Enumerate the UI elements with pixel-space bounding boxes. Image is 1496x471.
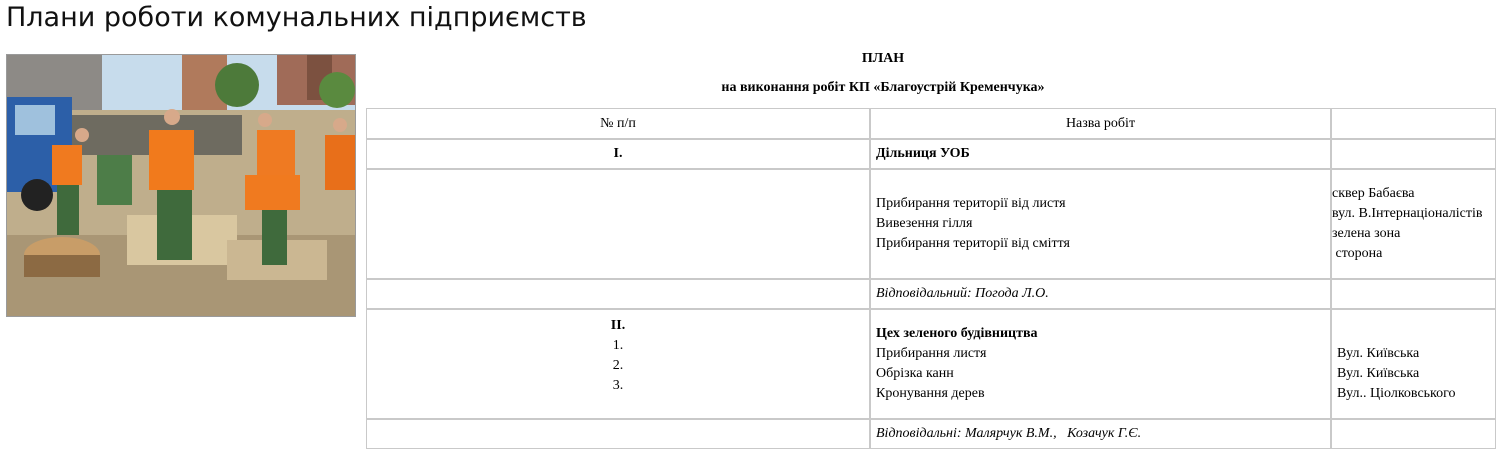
section1-place-1: сквер Бабаєва: [1332, 186, 1415, 201]
section2-nums: [366, 309, 870, 419]
section2-work-2: Обрізка канн: [876, 366, 954, 381]
section2-place-1: Вул. Київська: [1337, 346, 1420, 361]
section2-work-1: Прибирання листя: [876, 346, 987, 361]
section1-resp-num-empty: [366, 279, 870, 309]
section2-work-3: Кронування дерев: [876, 386, 985, 401]
section1-place-3: зелена зона: [1332, 226, 1401, 241]
article-photo[interactable]: [6, 54, 356, 317]
section2-resp-place-empty: [1331, 419, 1496, 449]
section2-responsible-row: [366, 419, 1496, 449]
work-plan-table: [366, 108, 1496, 449]
section1-work-3: Прибирання території від сміття: [876, 236, 1070, 251]
section2-resp-num-empty: [366, 419, 870, 449]
plan-subheading: на виконання робіт КП «Благоустрій Кременчука»: [721, 80, 1045, 95]
section1-place-4: сторона: [1332, 246, 1383, 261]
section2-places: [1331, 309, 1496, 419]
plan-heading: ПЛАН: [861, 51, 905, 66]
section1-place-2: вул. В.Інтернаціоналістів: [1332, 206, 1483, 221]
section1-places: [1331, 169, 1496, 279]
section1-work-1: Прибирання території від листя: [876, 196, 1066, 211]
section2-num: ІІ.: [610, 318, 626, 333]
header-name: Назва робіт: [870, 108, 1331, 139]
section1-work-2: Вивезення гілля: [876, 216, 973, 231]
section2-title: Цех зеленого будівництва: [876, 326, 1038, 341]
section2-row: [366, 309, 1496, 419]
section2-num-1: 1.: [612, 338, 624, 353]
section1-num-empty: [366, 169, 870, 279]
section2-place-2: Вул. Київська: [1337, 366, 1420, 381]
section2-place-3: Вул.. Ціолковського: [1337, 386, 1456, 401]
section2-num-3: 3.: [612, 378, 624, 393]
section1-responsible: Відповідальний: Погода Л.О.: [870, 279, 1331, 309]
section2-num-2: 2.: [612, 358, 624, 373]
section1-works-row: [366, 169, 1496, 279]
photo-illustration: [7, 55, 355, 316]
section1-title-row: [366, 139, 1496, 169]
section1-works: [870, 169, 1331, 279]
section2-works: [870, 309, 1331, 419]
section2-responsible: Відповідальні: Малярчук В.М., Козачук Г.Є.: [870, 419, 1331, 449]
section1-title: Дільниця УОБ: [870, 139, 1331, 169]
section1-resp-place-empty: [1331, 279, 1496, 309]
page-title: Плани роботи комунальних підприємств: [6, 2, 587, 33]
header-num: № п/п: [366, 108, 870, 139]
section1-responsible-row: [366, 279, 1496, 309]
table-header-row: [366, 108, 1496, 139]
header-place: [1331, 108, 1496, 139]
section1-num: І.: [366, 139, 870, 169]
section1-place-empty: [1331, 139, 1496, 169]
